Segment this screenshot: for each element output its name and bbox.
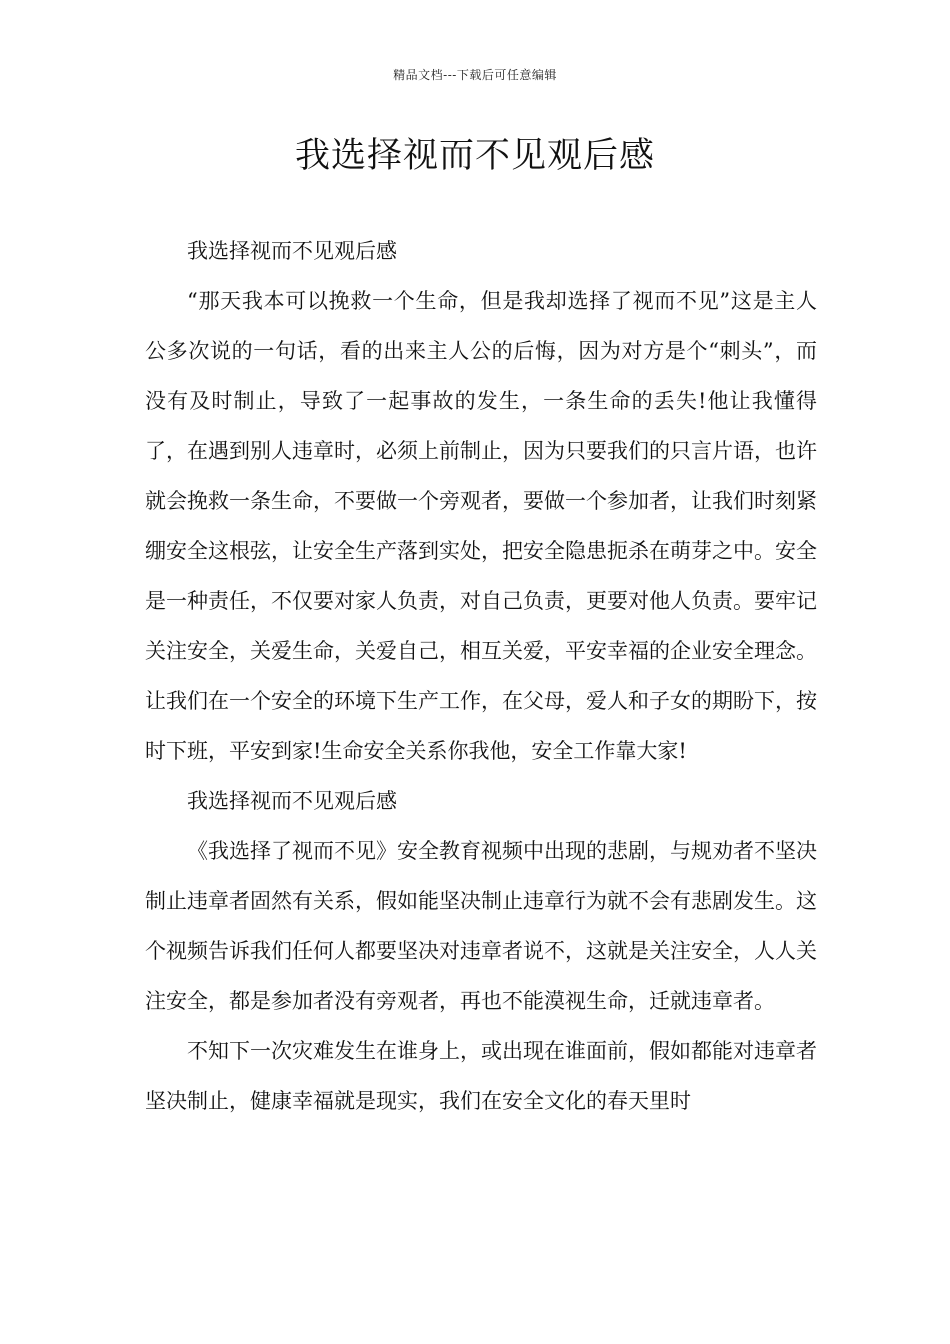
- header-note: 精品文档---下载后可任意编辑: [393, 68, 557, 82]
- paragraph-subtitle-1: 我选择视而不见观后感: [187, 239, 397, 263]
- document-body: [145, 226, 817, 1126]
- paragraph: 不知下一次灾难发生在谁身上，或出现在谁面前，假如都能对违章者坚决制止，健康幸福就是现实，我们在安全文化的春天里时: [145, 1039, 817, 1113]
- document-title: 我选择视而不见观后感: [294, 136, 655, 176]
- paragraph: 《我选择了视而不见》安全教育视频中出现的悲剧，与规劝者不坚决制止违章者固然有关系，假如能坚决制止违章行为就不会有悲剧发生。这个视频告诉我们任何人都要坚决对违章者说不，这就是关注安全，人人关注安全，都是参加者没有旁观者，再也不能漠视生命，迁就违章者。: [145, 839, 817, 1013]
- paragraph-subtitle-2: 我选择视而不见观后感: [187, 789, 397, 813]
- paragraph: “那天我本可以挽救一个生命，但是我却选择了视而不见”这是主人公多次说的一句话，看的出来主人公的后悔，因为对方是个“刺头”，而没有及时制止，导致了一起事故的发生，一条生命的丢失!他让我懂得了，在遇到别人违章时，必须上前制止，因为只要我们的只言片语，也许就会挽救一条生命，不要做一个旁观者，要做一个参加者，让我们时刻紧绷安全这根弦，让安全生产落到实处，把安全隐患扼杀在萌芽之中。安全是一种责任，不仅要对家人负责，对自己负责，更要对他人负责。要牢记关注安全，关爱生命，关爱自己，相互关爱，平安幸福的企业安全理念。让我们在一个安全的环境下生产工作，在父母，爱人和子女的期盼下，按时下班，平安到家!生命安全关系你我他，安全工作靠大家!: [145, 289, 817, 763]
